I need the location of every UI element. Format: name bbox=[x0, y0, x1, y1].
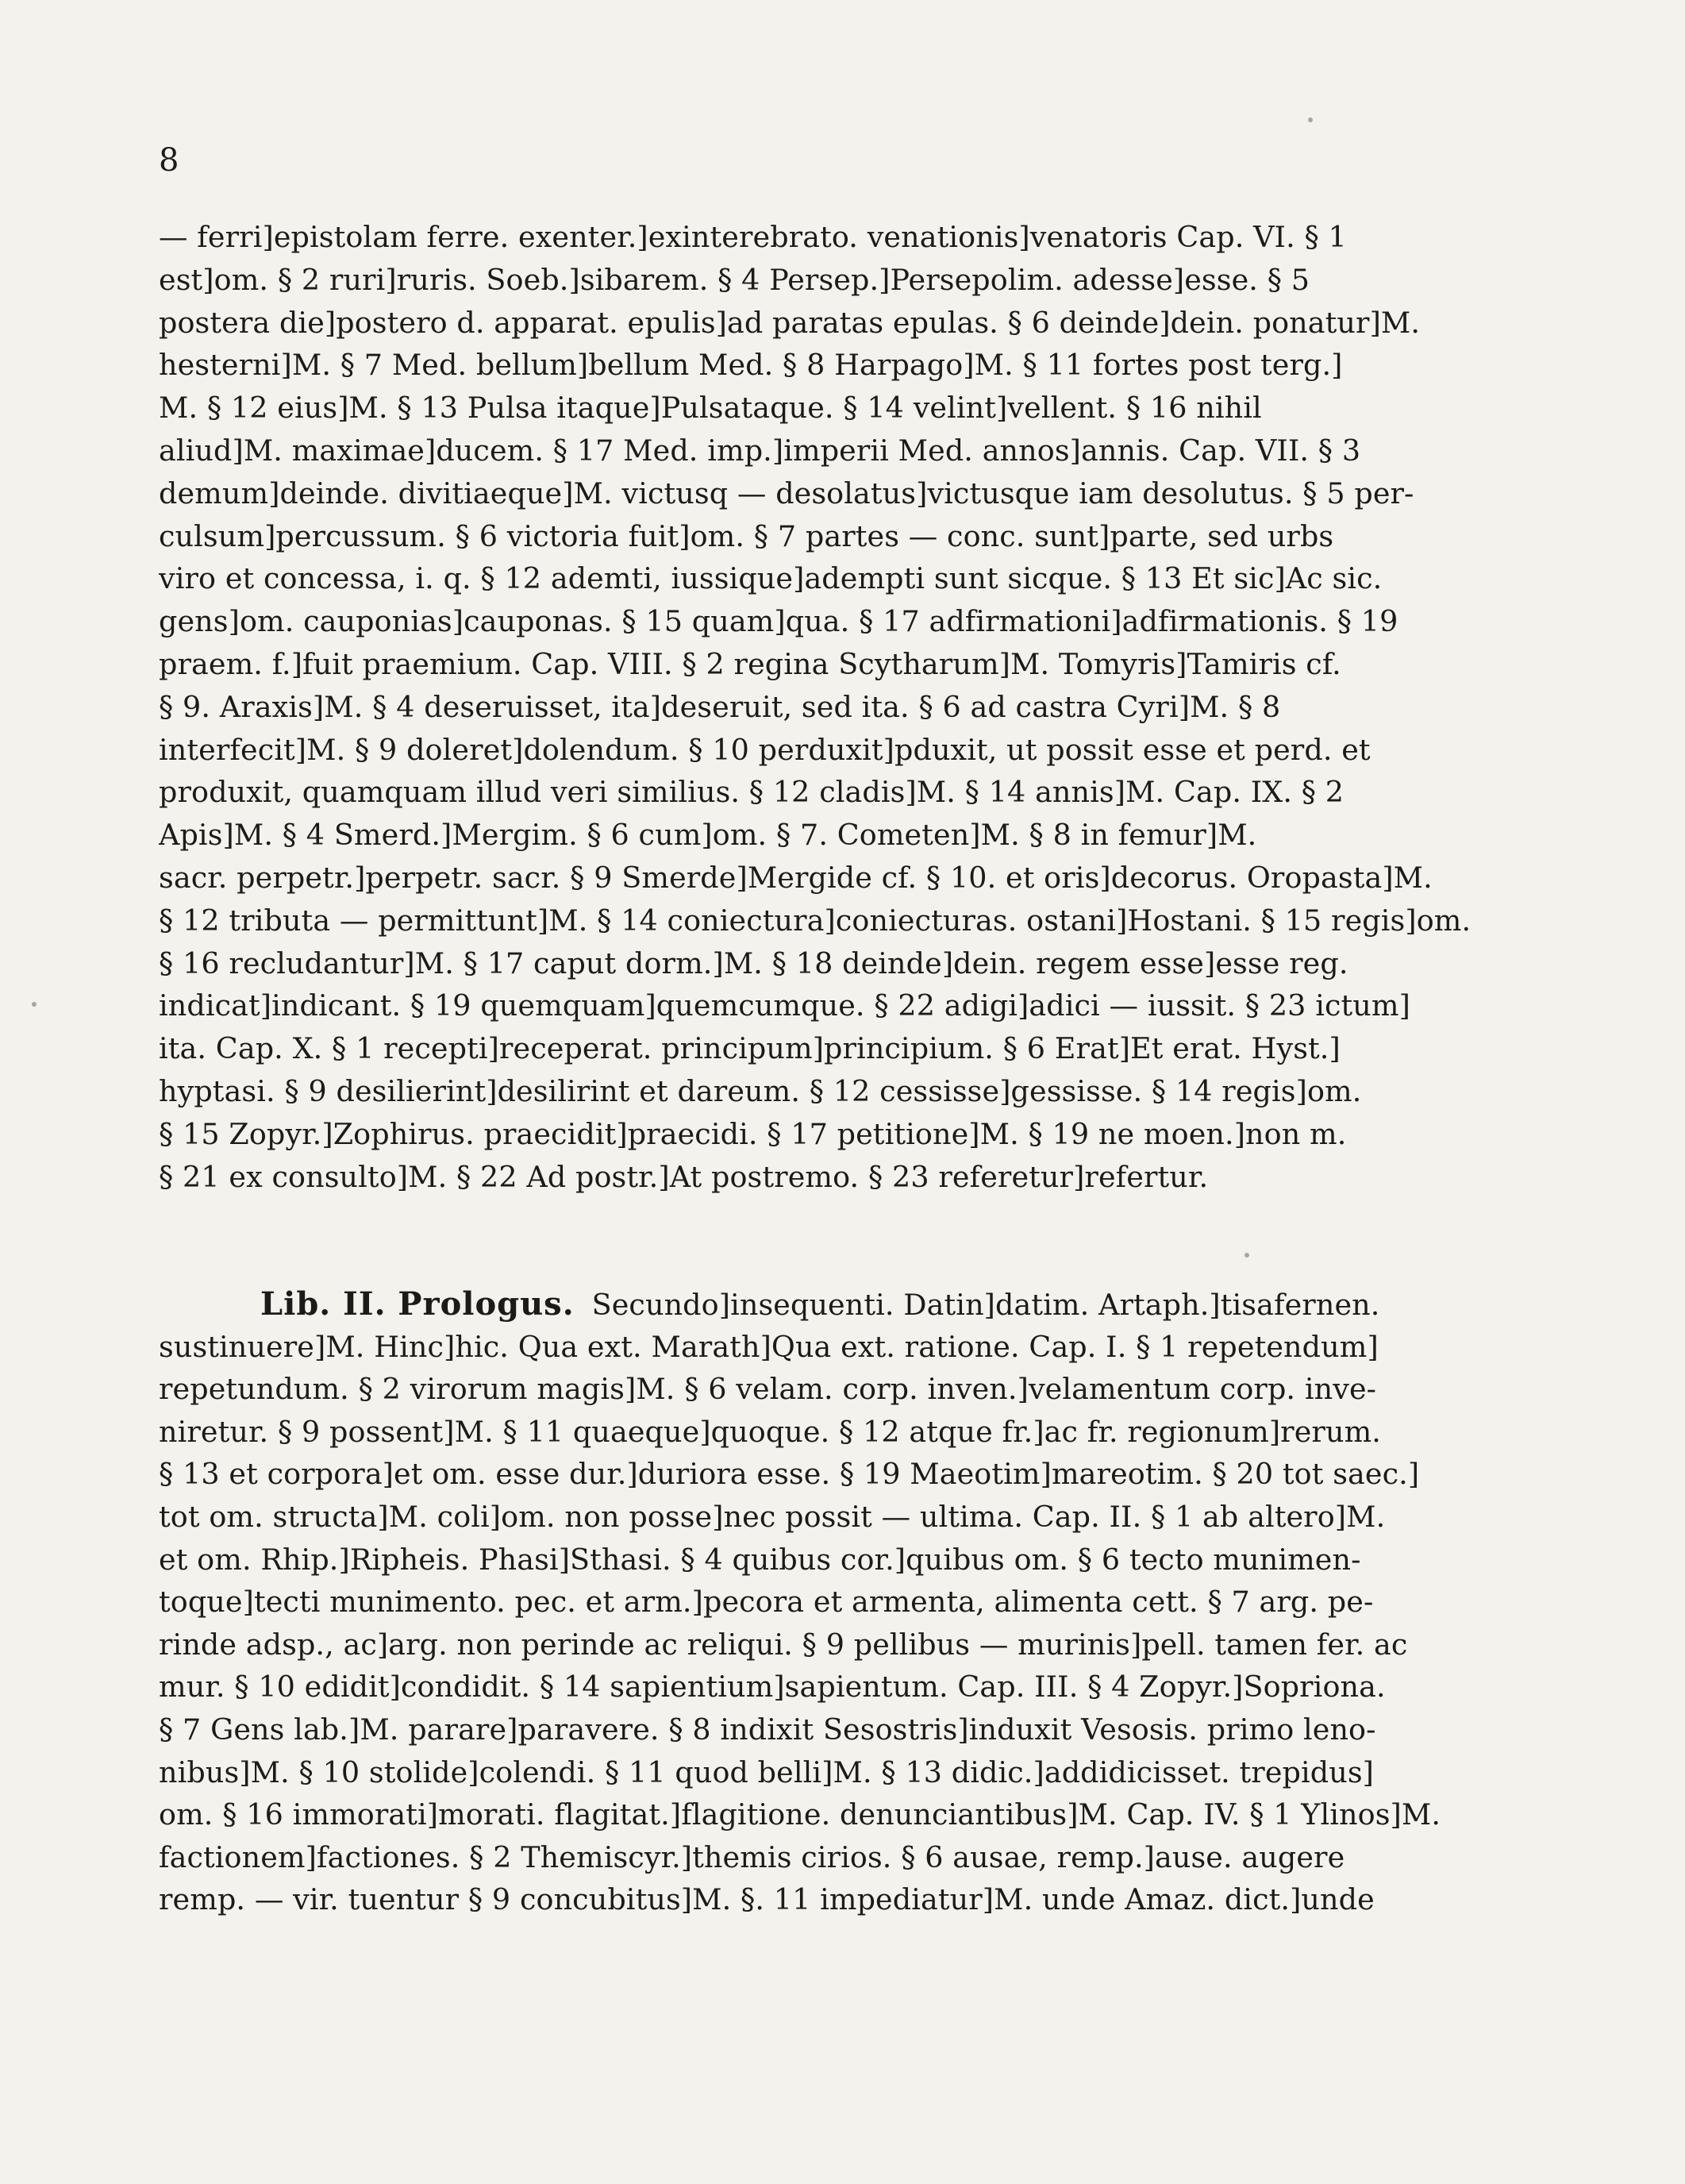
text-line: om. § 16 immorati]morati. flagitat.]flagitione. denunciantibus]M. Cap. IV. § 1 Ylinos]M. bbox=[159, 1797, 1441, 1832]
text-line: toque]tecti munimento. pec. et arm.]pecora et armenta, alimenta cett. § 7 arg. pe- bbox=[159, 1585, 1374, 1620]
text-line: tot om. structa]M. coli]om. non posse]nec possit — ultima. Cap. II. § 1 ab altero]M. bbox=[159, 1499, 1386, 1534]
text-line: § 13 et corpora]et om. esse dur.]duriora esse. § 19 Maeotim]mareotim. § 20 tot saec.] bbox=[159, 1457, 1420, 1492]
page-number: 8 bbox=[159, 142, 179, 179]
critical-notes-block-1 bbox=[159, 216, 1532, 1198]
text-line: remp. — vir. tuentur § 9 concubitus]M. §. 11 impediatur]M. unde Amaz. dict.]unde bbox=[159, 1882, 1375, 1917]
text-line: postera die]postero d. apparat. epulis]ad paratas epulas. § 6 deinde]dein. ponatur]M. bbox=[159, 305, 1421, 340]
text-line: § 7 Gens lab.]M. parare]paravere. § 8 indixit Sesostris]induxit Vesosis. primo leno- bbox=[159, 1712, 1376, 1747]
text-line: gens]om. cauponias]cauponas. § 15 quam]qua. § 17 adfirmationi]adfirmationis. § 19 bbox=[159, 604, 1398, 639]
section-heading: Lib. II. Prologus. bbox=[260, 1285, 575, 1323]
text-line: est]om. § 2 ruri]ruris. Soeb.]sibarem. § 4 Persep.]Persepolim. adesse]esse. § 5 bbox=[159, 262, 1310, 297]
text-line: produxit, quamquam illud veri similius. § 12 cladis]M. § 14 annis]M. Cap. IX. § 2 bbox=[159, 775, 1345, 810]
text-line: indicat]indicant. § 19 quemquam]quemcumque. § 22 adigi]adici — iussit. § 23 ictum] bbox=[159, 988, 1410, 1023]
text-line: factionem]factiones. § 2 Themiscyr.]themis cirios. § 6 ausae, remp.]ause. augere bbox=[159, 1839, 1345, 1874]
text-line: repetundum. § 2 virorum magis]M. § 6 velam. corp. inven.]velamentum corp. inve- bbox=[159, 1372, 1377, 1407]
text-line: interfecit]M. § 9 doleret]dolendum. § 10 perduxit]pduxit, ut possit esse et perd. et bbox=[159, 732, 1371, 767]
text-line: praem. f.]fuit praemium. Cap. VIII. § 2 regina Scytharum]M. Tomyris]Tamiris cf. bbox=[159, 646, 1341, 681]
text-line: niretur. § 9 possent]M. § 11 quaeque]quoque. § 12 atque fr.]ac fr. regionum]rerum. bbox=[159, 1414, 1381, 1449]
text-line: M. § 12 eius]M. § 13 Pulsa itaque]Pulsataque. § 14 velint]vellent. § 16 nihil bbox=[159, 391, 1262, 426]
critical-notes-block-2 bbox=[159, 1283, 1532, 1921]
text-line: demum]deinde. divitiaeque]M. victusq — desolatus]victusque iam desolutus. § 5 per- bbox=[159, 476, 1414, 510]
text-line: hyptasi. § 9 desilierint]desilirint et dareum. § 12 cessisse]gessisse. § 14 regis]om. bbox=[159, 1073, 1362, 1108]
text-line: nibus]M. § 10 stolide]colendi. § 11 quod belli]M. § 13 didic.]addidicisset. trepidus] bbox=[159, 1755, 1375, 1789]
text-line: viro et concessa, i. q. § 12 ademti, iussique]adempti sunt sicque. § 13 Et sic]Ac sic. bbox=[159, 561, 1383, 596]
paper-speck bbox=[1308, 117, 1313, 122]
text-line: § 9. Araxis]M. § 4 deseruisset, ita]deseruit, sed ita. § 6 ad castra Cyri]M. § 8 bbox=[159, 689, 1281, 724]
text-line: aliud]M. maximae]ducem. § 17 Med. imp.]imperii Med. annos]annis. Cap. VII. § 3 bbox=[159, 433, 1361, 468]
text-line: culsum]percussum. § 6 victoria fuit]om. § 7 partes — conc. sunt]parte, sed urbs bbox=[159, 518, 1334, 553]
heading-line-text: Secundo]insequenti. Datin]datim. Artaph.]tisafernen. bbox=[591, 1288, 1380, 1322]
text-line: § 12 tributa — permittunt]M. § 14 coniectura]coniecturas. ostani]Hostani. § 15 regis]om. bbox=[159, 903, 1471, 938]
paper-speck bbox=[1245, 1253, 1249, 1258]
text-line: mur. § 10 edidit]condidit. § 14 sapientium]sapientum. Cap. III. § 4 Zopyr.]Sopriona. bbox=[159, 1670, 1386, 1704]
text-line: § 21 ex consulto]M. § 22 Ad postr.]At postremo. § 23 referetur]refertur. bbox=[159, 1159, 1209, 1194]
section-first-line bbox=[159, 1283, 1532, 1326]
text-line: § 16 recludantur]M. § 17 caput dorm.]M. § 18 deinde]dein. regem esse]esse reg. bbox=[159, 946, 1348, 980]
text-line: rinde adsp., ac]arg. non perinde ac reliqui. § 9 pellibus — murinis]pell. tamen fer. ac bbox=[159, 1627, 1408, 1662]
text-line: — ferri]epistolam ferre. exenter.]exinterebrato. venationis]venatoris Cap. VI. § 1 bbox=[159, 220, 1347, 254]
text-line: et om. Rhip.]Ripheis. Phasi]Sthasi. § 4 quibus cor.]quibus om. § 6 tecto munimen- bbox=[159, 1542, 1361, 1577]
paper-speck bbox=[32, 1002, 37, 1007]
text-line: sustinuere]M. Hinc]hic. Qua ext. Marath]Qua ext. ratione. Cap. I. § 1 repetendum] bbox=[159, 1329, 1379, 1364]
text-line: § 15 Zopyr.]Zophirus. praecidit]praecidi. § 17 petitione]M. § 19 ne moen.]non m. bbox=[159, 1116, 1347, 1151]
text-line: sacr. perpetr.]perpetr. sacr. § 9 Smerde]Mergide cf. § 10. et oris]decorus. Oropasta]M. bbox=[159, 860, 1433, 895]
text-line: Apis]M. § 4 Smerd.]Mergim. § 6 cum]om. § 7. Cometen]M. § 8 in femur]M. bbox=[159, 818, 1257, 853]
text-line: hesterni]M. § 7 Med. bellum]bellum Med. § 8 Harpago]M. § 11 fortes post terg.] bbox=[159, 348, 1343, 383]
text-line: ita. Cap. X. § 1 recepti]receperat. principum]principium. § 6 Erat]Et erat. Hyst.] bbox=[159, 1031, 1341, 1066]
